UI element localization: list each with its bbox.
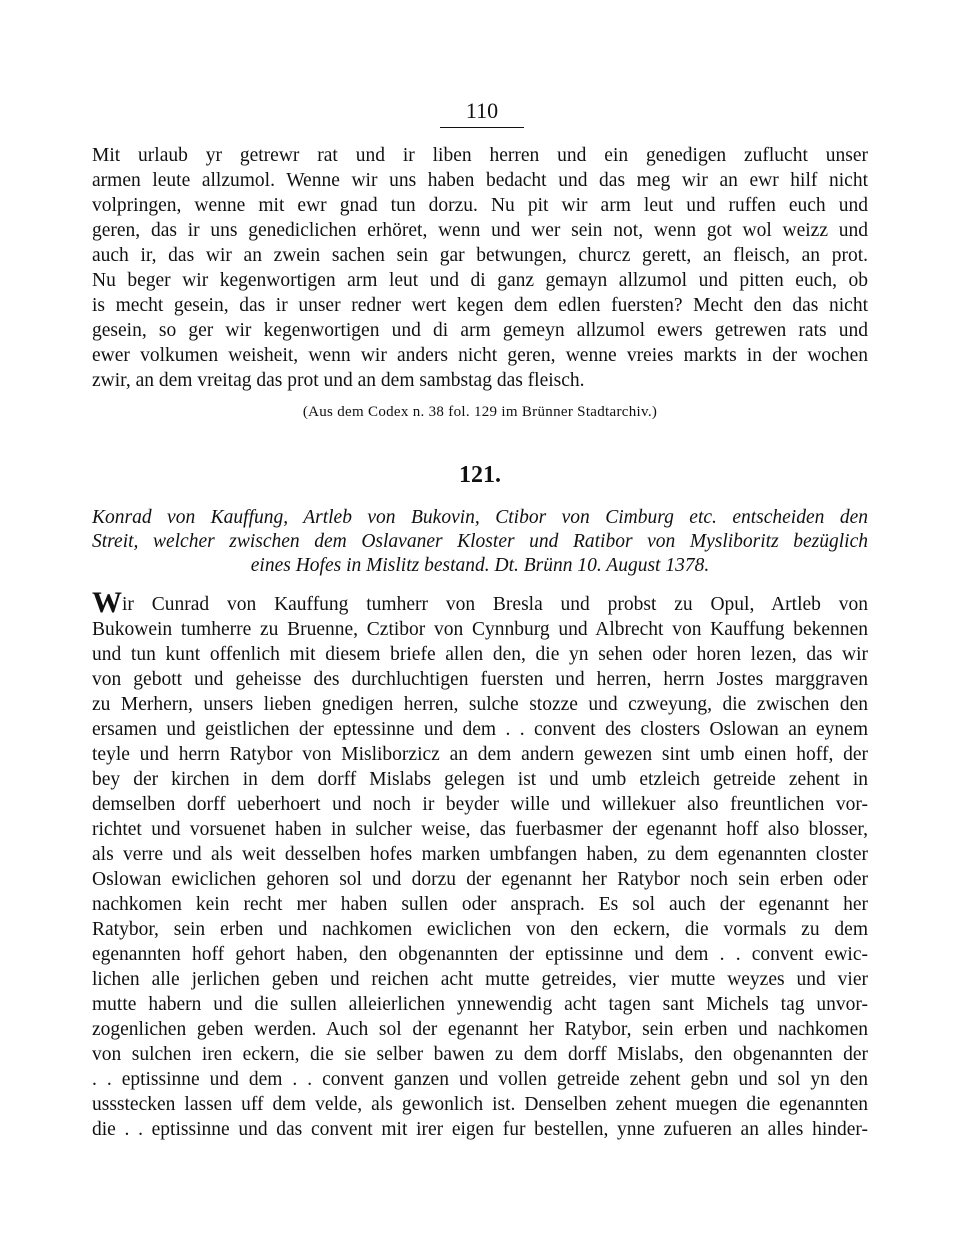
regest-line: Streit, welcher zwischen dem Oslavaner Kloster und Ratibor von Mysliboritz bezüglich [92, 531, 868, 552]
text-line: zogenlichen geben werden. Auch sol der egenannt her Ratybor, sein erben und nachkomen [92, 1019, 868, 1040]
page-number: 110 [465, 98, 499, 123]
text-line: Mit urlaub yr getrewr rat und ir liben herren und ein genedigen zuflucht unser [92, 145, 868, 166]
regest-line: eines Hofes in Mislitz bestand. Dt. Brünn 10. August 1378. [250, 555, 710, 576]
text-line: Oslowan ewiclichen gehoren sol und dorzu der egenannt her Ratybor noch sein erben oder [92, 869, 868, 890]
text-line: ussstecken lassen uff dem velde, als gewonlich ist. Denselben zehent muegen die egenannten [92, 1094, 868, 1115]
text-line: zu Merhern, unsers lieben gnedigen herren, sulche stozze und czweyung, die zwischen den [92, 694, 868, 715]
document-body [92, 586, 868, 1142]
document-regest [92, 506, 868, 578]
text-line: teyle und herrn Ratybor von Misliborzicz an dem andern gewezen sint umb einen hoff, der [92, 744, 868, 765]
text-line: auch ir, das wir an zwein sachen sein gar betwungen, churcz gerett, an fleisch, an prot. [92, 245, 868, 266]
text-line: von gebott und geheisse des durchluchtigen fuersten und herren, herrn Jostes marggraven [92, 669, 868, 690]
text-line: gesein, so ger wir kegenwortigen und di arm gemeyn allzumol ewers getrewen rats und [92, 320, 868, 341]
text-line: armen leute allzumol. Wenne wir uns haben bedacht und das meg wir an ewr hilf nicht [92, 170, 868, 191]
text-line: zwir, an dem vreitag das prot und an dem sambstag das fleisch. [92, 370, 585, 391]
text-line: bey der kirchen in dem dorff Mislabs gelegen ist und umb etzleich getreide zehent in [92, 769, 868, 790]
text-line: und tun kunt offenlich mit diesem briefe allen den, die yn sehen oder horen lezen, das wir [92, 644, 868, 665]
text-line: die . . eptissinne und das convent mit irer eigen fur bestellen, ynne zufueren an alles hinder- [92, 1119, 868, 1140]
regest-line: Konrad von Kauffung, Artleb von Bukovin, Ctibor von Cimburg etc. entscheiden den [92, 507, 868, 528]
text-line: demselben dorff ueberhoert und noch ir beyder wille und willekuer also freuntlichen vor- [92, 794, 868, 815]
text-line: geren, das ir uns genediclichen erhöret, wenn und wer sein not, wenn got wol weizz und [92, 220, 868, 241]
page-number-rule [440, 127, 524, 128]
document-number: 121. [459, 462, 501, 488]
text-line: Nu beger wir kegenwortigen arm leut und di ganz gemayn allzumol und pitten euch, ob [92, 270, 868, 291]
text-line: is mecht gesein, das ir unser redner wert kegen dem edlen fuersten? Mecht den das nicht [92, 295, 868, 316]
source-note: (Aus dem Codex n. 38 fol. 129 im Brünner Stadtarchiv.) [302, 404, 658, 420]
text-line: egenannten hoff gehort haben, den obgenannten der eptissinne und dem . . convent ewic- [92, 944, 868, 965]
text-line: . . eptissinne und dem . . convent ganzen und vollen getreide zehent gebn und sol yn den [92, 1069, 868, 1090]
text-line: als verre und als weit desselben hofes marken umbfangen haben, zu dem egenannten closter [92, 844, 868, 865]
text-line: nachkomen kein recht mer haben sullen oder ansprach. Es sol auch der egenannt her [92, 894, 868, 915]
text-line-first [92, 586, 868, 619]
text-line: volpringen, wenne mit ewr gnad tun dorzu. Nu pit wir arm leut und ruffen euch und [92, 195, 868, 216]
text-line: mutte habern und die sullen alleierlichen ynnewendig acht tagen sant Michels tag unvor- [92, 994, 868, 1015]
text-line: Ratybor, sein erben und nachkomen ewiclichen von den eckern, die vormals zu dem [92, 919, 868, 940]
text-line: von sulchen iren eckern, die sie selber bawen zu dem dorff Mislabs, den obgenannten der [92, 1044, 868, 1065]
initial-letter: W [92, 586, 122, 619]
text-line: lichen alle jerlichen geben und reichen acht mutte getreides, vier mutte weyzes und vier [92, 969, 868, 990]
text-line: ersamen und geistlichen der eptessinne und dem . . convent des closters Oslowan an eynem [92, 719, 868, 740]
text-line: richtet und vorsuenet haben in sulcher weise, das fuerbasmer der egenannt hoff also blosser, [92, 819, 868, 840]
continuation-text [92, 143, 868, 393]
text-line: Bukowein tumherre zu Bruenne, Cztibor von Cynnburg und Albrecht von Kauffung bekennen [92, 619, 868, 640]
text-line: ewer volkumen weisheit, wenn wir anders nicht geren, wenne vreies markts in der wochen [92, 345, 868, 366]
first-line-text: ir Cunrad von Kauffung tumherr von Bresla und probst zu Opul, Artleb von [122, 594, 868, 615]
